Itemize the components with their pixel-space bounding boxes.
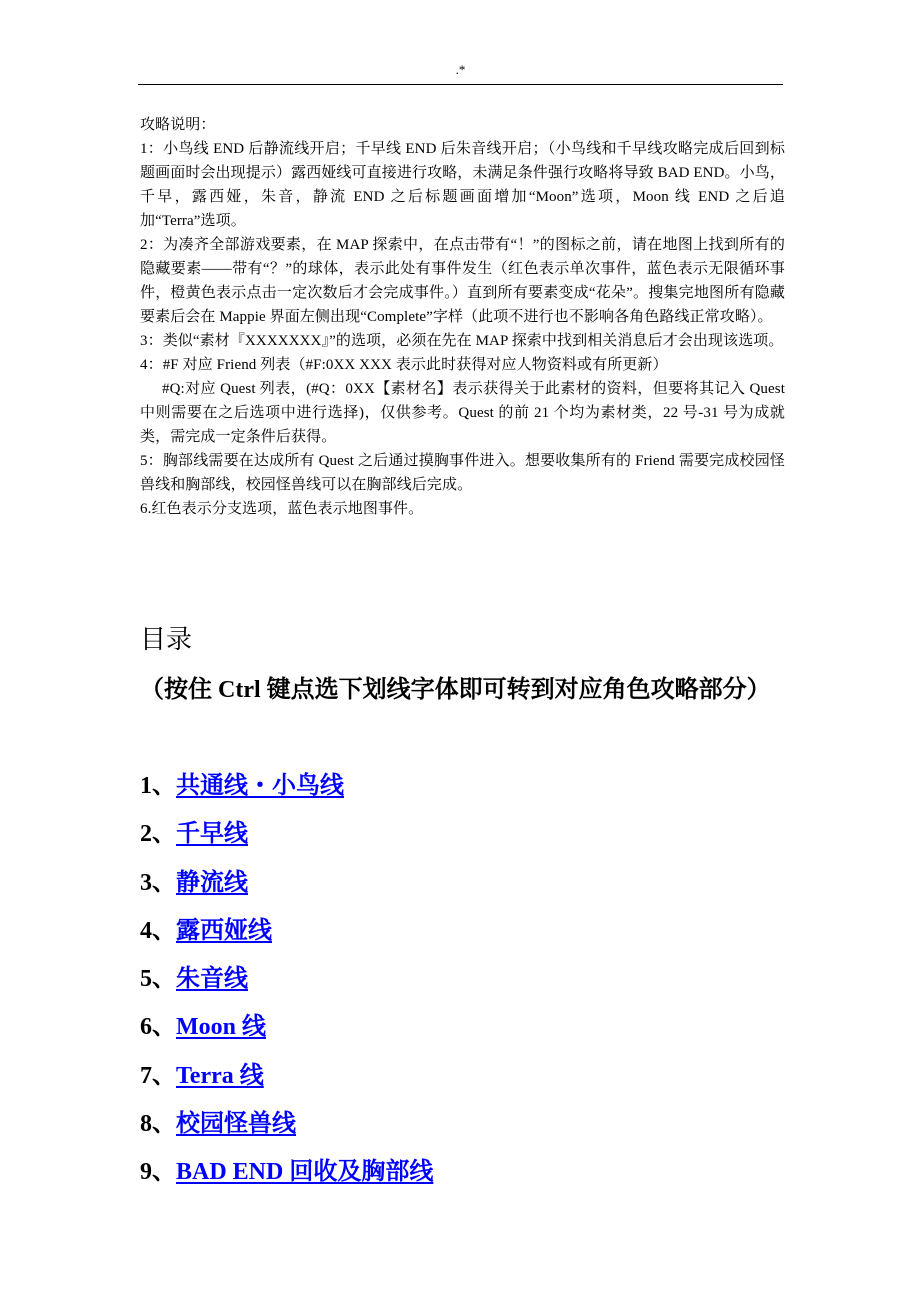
toc-item-school-monster [140, 1104, 433, 1152]
toc-item-terra [140, 1056, 433, 1104]
strategy-notes [140, 113, 785, 521]
toc-item-number: 4、 [140, 917, 176, 944]
header-mark: .* [455, 62, 466, 77]
toc-item-lucia [140, 911, 433, 959]
toc-link-bad-end[interactable]: BAD END 回收及胸部线 [176, 1159, 434, 1186]
toc-link-moon[interactable]: Moon 线 [176, 1014, 266, 1041]
toc-item-number: 8、 [140, 1111, 176, 1138]
note-2: 2：为凑齐全部游戏要素，在 MAP 探索中，在点击带有“！”的图标之前，请在地图上找到所有的隐藏要素——带有“？”的球体，表示此处有事件发生（红色表示单次事件，蓝色表示无限循环事件，橙黄色表示点击一定次数后才会完成事件。）直到所有要素变成“花朵”。搜集完地图所有隐藏要素后会在 Mappie 界面左侧出现“Complete”字样（此项不进行也不影响各角色路线正常攻略）。 [140, 237, 785, 325]
note-1: 1：小鸟线 END 后静流线开启；千早线 END 后朱音线开启；（小鸟线和千早线攻略完成后回到标题画面时会出现提示）露西娅线可直接进行攻略，未满足条件强行攻略将导致 BAD END。小鸟，千早，露西娅，朱音，静流 END 之后标题画面增加“Moon”选项，Moon 线 END 之后追加“Terra”选项。 [140, 141, 785, 229]
toc-item-number: 9、 [140, 1159, 176, 1186]
toc-item-number: 3、 [140, 869, 176, 896]
toc-link-common-kotori[interactable]: 共通线・小鸟线 [176, 773, 344, 799]
toc-item-akane [140, 959, 433, 1007]
note-4-quest: #Q:对应 Quest 列表，(#Q：0XX【素材名】表示获得关于此素材的资料，但要将其记入 Quest 中则需要在之后选项中进行选择)，仅供参考。Quest 的前 21 个均为素材类，22 号-31 号为成就类，需完成一定条件后获得。 [140, 381, 785, 445]
toc-item-number: 7、 [140, 1062, 176, 1089]
toc-item-shizuru [140, 863, 433, 911]
toc-link-terra[interactable]: Terra 线 [176, 1062, 264, 1089]
note-6: 6.红色表示分支选项，蓝色表示地图事件。 [140, 501, 424, 517]
toc-item-number: 1、 [140, 773, 176, 799]
toc-list [140, 766, 433, 1201]
page-header [138, 60, 783, 85]
toc-subtitle: （按住 Ctrl 键点选下划线字体即可转到对应角色攻略部分） [140, 677, 771, 703]
toc-item-chihaya [140, 814, 433, 862]
note-4: 4：#F 对应 Friend 列表（#F:0XX XXX 表示此时获得对应人物资料或有所更新） [140, 357, 668, 373]
toc-item-number: 6、 [140, 1014, 176, 1041]
toc-item-common-kotori [140, 766, 433, 814]
toc-link-chihaya[interactable]: 千早线 [176, 821, 248, 848]
toc-link-lucia[interactable]: 露西娅线 [176, 917, 272, 944]
toc-item-bad-end [140, 1152, 433, 1200]
notes-heading: 攻略说明： [140, 117, 216, 133]
toc-item-number: 5、 [140, 966, 176, 993]
toc-item-moon [140, 1007, 433, 1055]
toc-link-akane[interactable]: 朱音线 [176, 966, 248, 993]
note-5: 5：胸部线需要在达成所有 Quest 之后通过摸胸事件进入。想要收集所有的 Friend 需要完成校园怪兽线和胸部线，校园怪兽线可以在胸部线后完成。 [140, 453, 785, 493]
note-3: 3：类似“素材『XXXXXXX』”的选项，必须在先在 MAP 探索中找到相关消息后才会出现该选项。 [140, 333, 784, 349]
toc-title: 目录 [140, 625, 193, 654]
toc-link-school-monster[interactable]: 校园怪兽线 [176, 1111, 296, 1138]
toc-link-shizuru[interactable]: 静流线 [176, 869, 248, 896]
toc-item-number: 2、 [140, 821, 176, 848]
